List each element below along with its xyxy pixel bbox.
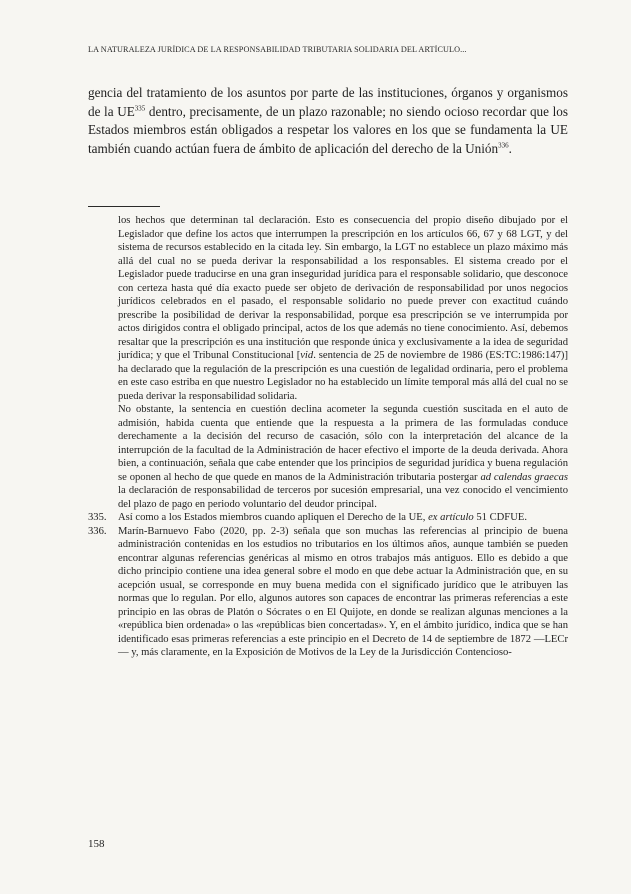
footnote-text: No obstante, la sentencia en cuestión declina acometer la segunda cuestión suscitada en el auto de admisión, habida cuenta que entiende que la respuesta a la primera de las formuladas conduce derechamente a la decisión del recurso de casación, sólo con la interpretación del alcance de la interrupción de la facultad de la Administración de hacer efectivo el importe de la deuda derivada. Ahora bien, a continuación, señala que cabe entender que los principios de seguridad jurídica y buena regulación se oponen al hecho de que quede en manos de la Administración tributaria postergar: [118, 404, 568, 483]
main-text-part-2: dentro, precisamente, de un plazo razonable; no siendo ocioso recordar que los Estados miembros están obligados a respetar los valores en los que se fundamenta la UE también cuando actúan fuera de ámbito de aplicación del derecho de la Unión: [88, 103, 569, 156]
footnote-336: [88, 525, 568, 660]
footnote-continued: [88, 214, 568, 511]
footnote-continued-body: [118, 214, 568, 511]
footnote-ref-336: 336: [498, 141, 509, 150]
main-text-part-1: gencia del tratamiento de los asuntos por parte de las instituciones, órganos y organismos de la UE: [88, 85, 568, 119]
footnote-italic: ex artículo: [428, 512, 474, 523]
footnote-336-body: Marín-Barnuevo Fabo (2020, pp. 2-3) señala que son muchas las referencias al principio de buena administración contenidas en los estudios no tributarios en los últimos años, aunque también se pueden encontrar algunas referencias genéricas al mismo en otros trabajos más antiguos. Ello es debido a que dicho principio contiene una idea general sobre el modo en que debe actuar la Administración que, en su acepción usual, se corresponde en muy buena medida con el significado jurídico que le atribuyen las normas que lo regulan. Por ello, algunos autores son capaces de encontrar las primeras referencias a este principio en las obras de Platón o Sócrates o en El Quijote, en donde se realizan algunas menciones a la «república bien ordenada» o las «repúblicas bien concertadas». Y, en el ámbito jurídico, indica que se han identificado esas primeras referencias a este principio en el Decreto de 14 de septiembre de 1872 —LECr— y, más claramente, en la Exposición de Motivos de la Ley de la Jurisdicción Contencioso-: [118, 525, 568, 658]
main-text-part-3: .: [508, 140, 512, 156]
footnote-italic-latin: ad calendas graecas: [480, 471, 568, 483]
page-number: 158: [88, 838, 105, 850]
footnote-italic-vid: vid: [300, 350, 314, 361]
footnote-text: Así como a los Estados miembros cuando apliquen el Derecho de la UE,: [118, 512, 429, 523]
footnote-continued-paragraph-1: [118, 214, 568, 403]
footnote-335: [88, 511, 568, 525]
footnote-separator: [88, 206, 160, 207]
footnote-continued-paragraph-2: [118, 403, 568, 511]
footnote-text: los hechos que determinan tal declaración. Esto es consecuencia del propio diseño dibujado por el Legislador que define los actos que interrumpen la prescripción en los artículos 66, 67 y 68 LGT, y del sistema de recursos establecido en la citada ley. Sin embargo, la LGT no establece un plazo máximo más allá del cual no se pueda derivar la responsabilidad a los responsables. El sistema creado por el Legislador puede traducirse en una gran inseguridad jurídica para el responsable solidario, que desconoce con certeza hasta qué día exacto puede ser objeto de derivación de responsabilidad por unos negocios jurídicos celebrados en el pasado, el responsable solidario no puede prever con exactitud cuándo prescribe la posibilidad de derivar la responsabilidad, porque esa prescripción se ve interrumpida por actos dirigidos contra el obligado principal, actos de los que además no tiene conocimiento. Así, debemos resaltar que la prescripción es una institución que responde única y exclusivamente a la idea de seguridad jurídica; y que el Tribunal Constitucional [: [118, 215, 568, 361]
footnote-335-body: [118, 511, 568, 525]
footnote-text: la declaración de responsabilidad de terceros por sucesión empresarial, una vez conocido el vencimiento del plazo de pago en periodo voluntario del deudor principal.: [118, 485, 568, 510]
footnote-number: 336.: [88, 525, 107, 537]
footnote-text: 51 CDFUE.: [473, 512, 527, 523]
footnote-number: 335.: [88, 512, 107, 523]
footnote-ref-335: 335: [134, 104, 146, 113]
main-paragraph: [88, 84, 568, 158]
footnotes: [88, 214, 568, 660]
footnote-text: . sentencia de 25 de noviembre de 1986 (ES:TC:1986:147)] ha declarado que la regulación de la prescripción es una cuestión de legalidad ordinaria, pero el problema en este caso estriba en que nuestro Legislador no ha establecido un límite temporal más allá del cual no se pueda derivar la responsabilidad solidaria.: [118, 350, 568, 402]
running-header: LA NATURALEZA JURÍDICA DE LA RESPONSABILIDAD TRIBUTARIA SOLIDARIA DEL ARTÍCULO...: [88, 45, 467, 54]
